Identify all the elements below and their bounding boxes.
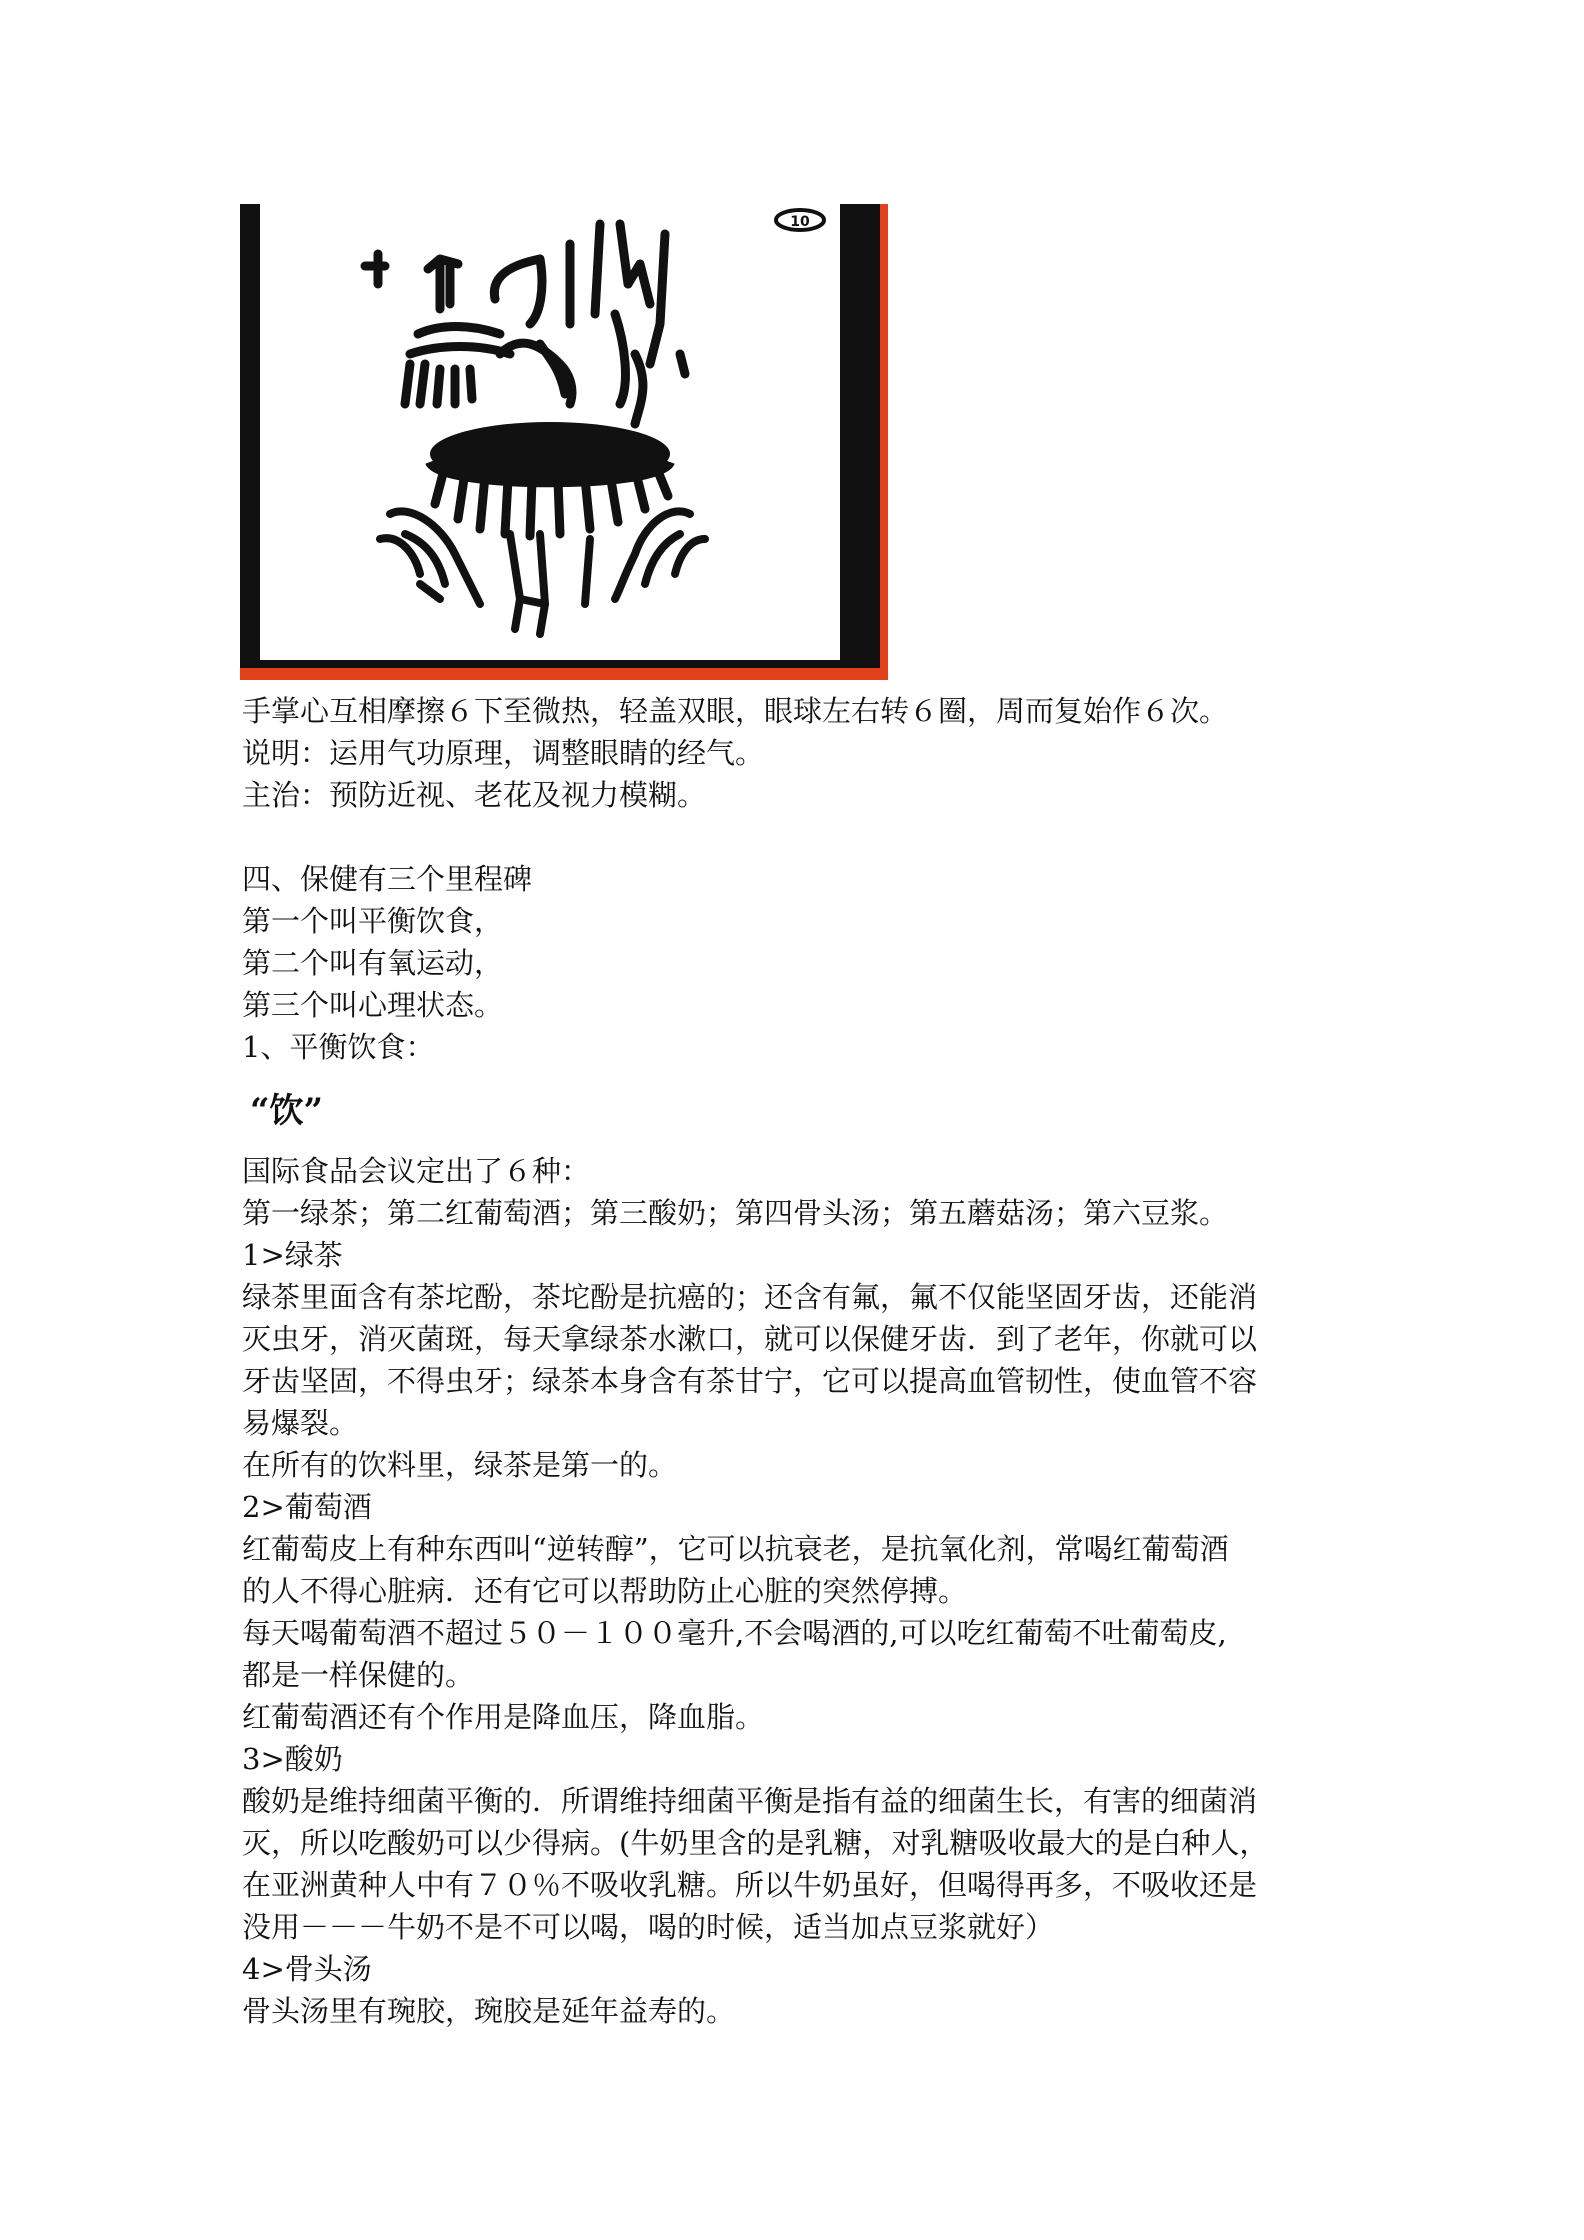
- section-title: 四、保健有三个里程碑: [242, 862, 533, 896]
- paragraph-line: 在所有的饮料里，绿茶是第一的。: [242, 1448, 678, 1482]
- paragraph-line: 牙齿坚固，不得虫牙；绿茶本身含有茶甘宁，它可以提高血管韧性，使血管不容: [242, 1364, 1258, 1398]
- item-title-green-tea: 1>绿茶: [242, 1238, 343, 1272]
- paragraph-line: 在亚洲黄种人中有７０％不吸收乳糖。所以牛奶虽好，但喝得再多，不吸收还是: [242, 1868, 1258, 1902]
- drinks-section: [242, 1150, 1362, 2032]
- item-title-wine: 2>葡萄酒: [242, 1490, 372, 1524]
- paragraph-line: 红葡萄皮上有种东西叫“逆转醇”，它可以抗衰老，是抗氧化剂，常喝红葡萄酒: [242, 1532, 1229, 1566]
- paragraph-line: 都是一样保健的。: [242, 1658, 475, 1692]
- explanation-text: 说明：运用气功原理，调整眼睛的经气。: [242, 736, 765, 770]
- indication-text: 主治：预防近视、老花及视力模糊。: [242, 778, 707, 812]
- paragraph-line: 红葡萄酒还有个作用是降血压，降血脂。: [242, 1700, 765, 1734]
- paragraph-line: 没用－－－牛奶不是不可以喝，喝的时候，适当加点豆浆就好）: [242, 1910, 1055, 1944]
- paragraph-line: 灭虫牙，消灭菌斑，每天拿绿茶水漱口，就可以保健牙齿．到了老年，你就可以: [242, 1322, 1258, 1356]
- paragraph-line: 骨头汤里有琬胶，琬胶是延年益寿的。: [242, 1994, 736, 2028]
- subsection-title: 1、平衡饮食：: [242, 1030, 435, 1064]
- paragraph-line: 的人不得心脏病．还有它可以帮助防止心脏的突然停搏。: [242, 1574, 968, 1608]
- milestone-item: 第一个叫平衡饮食，: [242, 904, 504, 938]
- paragraph-line: 每天喝葡萄酒不超过５０－１００毫升,不会喝酒的,可以吃红葡萄不吐葡萄皮,: [242, 1616, 1227, 1650]
- drink-heading-section: [242, 1086, 1362, 1136]
- item-title-bone-soup: 4>骨头汤: [242, 1952, 372, 1986]
- illustration-svg: [240, 204, 888, 680]
- drink-heading: “饮”: [250, 1091, 324, 1131]
- paragraph-line: 绿茶里面含有茶坨酚，茶坨酚是抗癌的；还含有氟，氟不仅能坚固牙齿，还能消: [242, 1280, 1258, 1314]
- paragraph-line: 灭，所以吃酸奶可以少得病。(牛奶里含的是乳糖，对乳糖吸收最大的是白种人，: [242, 1826, 1269, 1860]
- paragraph-line: 国际食品会议定出了６种：: [242, 1154, 591, 1188]
- item-title-yogurt: 3>酸奶: [242, 1742, 343, 1776]
- paragraph-line: 第一绿茶；第二红葡萄酒；第三酸奶；第四骨头汤；第五蘑菇汤；第六豆浆。: [242, 1196, 1229, 1230]
- intro-section: [242, 690, 1362, 1068]
- milestone-item: 第三个叫心理状态。: [242, 988, 504, 1022]
- milestone-item: 第二个叫有氧运动，: [242, 946, 504, 980]
- method-text: 手掌心互相摩擦６下至微热，轻盖双眼，眼球左右转６圈，周而复始作６次。: [242, 694, 1229, 728]
- paragraph-line: 易爆裂。: [242, 1406, 359, 1440]
- paragraph-line: 酸奶是维持细菌平衡的．所谓维持细菌平衡是指有益的细菌生长，有害的细菌消: [242, 1784, 1258, 1818]
- eye-exercise-illustration: [240, 204, 888, 680]
- svg-text:10: 10: [790, 214, 810, 230]
